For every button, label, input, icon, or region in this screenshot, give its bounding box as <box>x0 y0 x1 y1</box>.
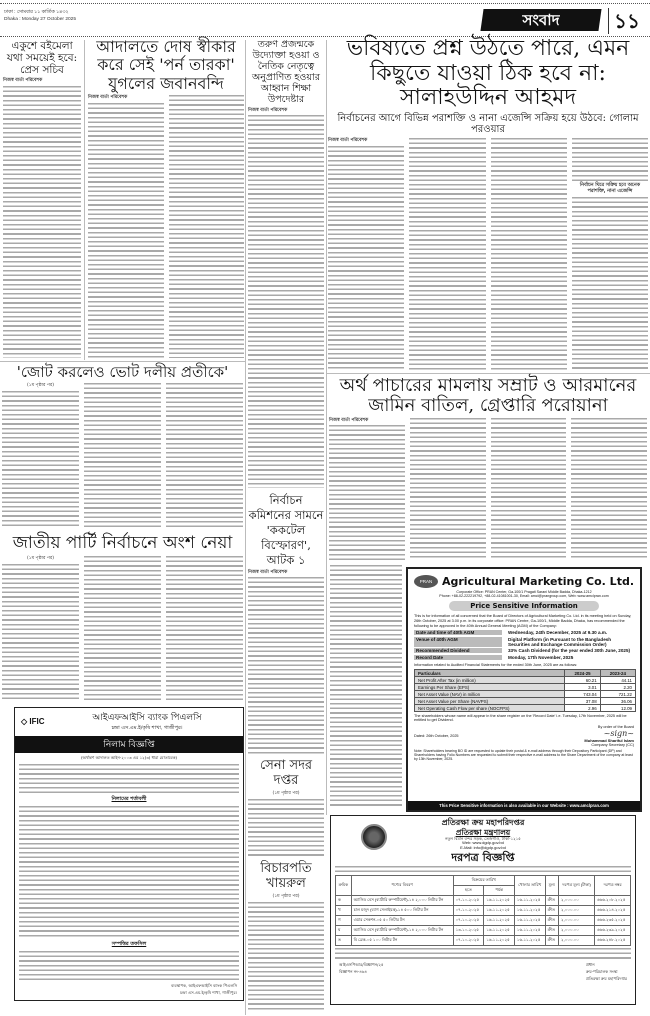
detail-label: Venue of 40th AGM <box>414 637 502 647</box>
table-row <box>415 677 636 684</box>
headline-army: সেনা সদর দপ্তর <box>259 757 313 788</box>
tender-cell: ৬৬৬.২৩৯.২০২৫ <box>595 926 631 936</box>
auction-title: নিলাম বিজ্ঞপ্তি <box>15 736 243 753</box>
detail-value: 33% Cash Dividend (for the year ended 30th June, 2025) <box>508 648 631 654</box>
tender-cell: ১৬-১১-২০২৫ <box>484 906 515 916</box>
tender-cell: ২,০০০.০০ <box>559 896 595 906</box>
footer-right-3: প্রতিরক্ষা ক্রয় মহাপরিদপ্তর <box>585 976 627 982</box>
agm-detail-row <box>414 655 634 660</box>
tender-cell: গ <box>336 916 352 926</box>
designation: Company Secretary (CC) <box>591 743 634 748</box>
table-cell: 743.04 <box>565 691 600 698</box>
article-body-lead-3 <box>491 138 567 370</box>
tender-cell: ১৬-১১-২০২৫ <box>484 936 515 946</box>
signature-line-2: চন্দ্রা এস.এম.ই/কৃষি শাখা, গাজীপুর। <box>180 989 237 995</box>
article-body-jp-1 <box>2 564 79 702</box>
tender-cell: ক্রীত <box>545 896 558 906</box>
article-body-jp-2 <box>84 556 161 702</box>
tender-title: দরপত্র বিজ্ঞপ্তি <box>451 850 515 864</box>
tender-cell: ২,০০০.০০ <box>559 906 595 916</box>
article-body-money-4 <box>571 418 647 560</box>
tender-cell: চাল মজুদ (ব্যাগ সেলাইযন্ত্র)-১৪ ৫০০ লিটার টন <box>351 906 453 916</box>
detail-label: Date and time of 40th AGM <box>414 630 502 635</box>
section-rule <box>326 373 650 374</box>
ad-tender-dgdp <box>330 815 636 1005</box>
table-row <box>415 705 636 712</box>
headline-court: আদালতে দোষ স্বীকার করে সেই 'পর্ন তারকা' যুগলের জবানবন্দি <box>96 37 236 93</box>
tender-cell: ১৬-১১-২০২৫ <box>514 936 545 946</box>
byline: নিজস্ব বার্তা পরিবেশক <box>88 95 128 101</box>
website: Web: www.dgdp.gov.bd <box>462 840 504 846</box>
table-cell: Net Profit After Tax (in million) <box>415 677 565 684</box>
tender-cell: ১৬-১১-২০২৫ <box>514 906 545 916</box>
article-court <box>88 38 244 358</box>
tender-cell: ঘ <box>336 926 352 936</box>
article-lead <box>328 37 648 370</box>
continued-label: (১ম পৃষ্ঠার পর) <box>26 555 55 561</box>
tender-row <box>336 936 631 946</box>
byline: নিজস্ব বার্তা পরিবেশক <box>329 417 369 423</box>
financial-table <box>414 669 636 712</box>
tender-cell: ০৭-১০-২০২৫ <box>453 936 484 946</box>
continued-label: (১ম পৃষ্ঠার পর) <box>26 383 55 389</box>
subheadline-lead: নির্বাচনের আগে বিভিন্ন পরাশক্তি ও নানা এজেন্সি সক্রিয় হয়ে উঠবে: গোলাম পরওয়ার <box>337 112 639 136</box>
table-cell: 37.08 <box>565 698 600 705</box>
article-body-money-1 <box>329 425 405 560</box>
tender-cell: ৬৬৬.২০৮.২০২৫ <box>595 896 631 906</box>
footer-left-2: বিজ্ঞাপন নং-৪৬৪ <box>339 969 367 975</box>
tender-intro <box>335 866 631 873</box>
table-cell: 721.22 <box>600 691 635 698</box>
tender-cell: ঙ <box>336 936 352 946</box>
signature-icon: ~sign~ <box>603 729 634 739</box>
column-divider <box>245 40 246 1015</box>
tender-cell: ১৬-১১-২০২৫ <box>514 926 545 936</box>
schedule-title: সম্পত্তির তফসিল <box>111 940 147 947</box>
tender-cell: ক্রীত <box>545 916 558 926</box>
byline: নিজস্ব বার্তা পরিবেশক <box>328 137 368 143</box>
inner-heading: নির্বাচন ঘিরে সক্রিয় হবে অনেক পরাশক্তি, নানা এজেন্সি <box>579 183 640 195</box>
tender-row <box>336 906 631 916</box>
contact-line: Phone: +88-02-222219792, +88-02-41081001-30, Email: amcl@prangroup.com, Web: www.amclpran.com <box>439 594 609 598</box>
detail-value: Digital Platform (in Pursuant to the Bangladesh Securities and Exchange Commission Order) <box>508 636 612 647</box>
article-body-book-fair <box>3 86 81 358</box>
section-rule <box>0 361 245 362</box>
bank-name: আইএফআইসি ব্যাংক পিএলসি <box>92 712 202 723</box>
tender-cell: খ <box>336 906 352 916</box>
table-row <box>415 684 636 691</box>
tender-cell: ৬৬৬.২১৪.২০২৫ <box>595 906 631 916</box>
agm-details <box>408 629 640 662</box>
dgdp-emblem-icon <box>361 824 387 850</box>
headline-book-fair: একুশে বইমেলা যথা সময়েই হবে: প্রেস সচিব <box>6 40 78 77</box>
tender-cell: ক্রীত <box>545 926 558 936</box>
article-body-lead-4b <box>572 197 648 370</box>
note: Note: Shareholders bearing BO ID are requested to update their postal & e-mail address through their Depository Participant (DP) and Shareholders having Folio Numbers are requested to submit their respective e-mail address to the Share Department of the company at least by 13th November, 2025. <box>414 749 633 762</box>
ad-footer: This Price Sensitive information is also available in our Website : www.amclpran.com <box>408 801 640 810</box>
article-body-money-3 <box>491 418 567 560</box>
article-body-lead-4a <box>572 138 648 181</box>
article-body-alliance-1 <box>2 391 79 529</box>
agm-detail-row <box>414 630 634 635</box>
article-body-money-2 <box>410 418 486 560</box>
headline-cocktail: নির্বাচন কমিশনের সামনে 'ককটেল বিস্ফোরণ', আটক ১ <box>248 492 324 567</box>
tender-cell: অ্যাসিড বেস (ব্যাটারি কম্পার্টমেন্ট)-১৪ ২,০০০ লিটার টন <box>351 926 453 936</box>
tender-cell: ১৬-১১-২০২৫ <box>484 916 515 926</box>
tender-cell: ১৬-১১-২০২৫ <box>484 896 515 906</box>
column-divider <box>84 40 85 360</box>
table-cell: 2.20 <box>600 684 635 691</box>
detail-value: Wednesday, 24th December, 2025 at 9.30 a.m. <box>508 630 608 636</box>
table-cell: 2.96 <box>565 705 600 712</box>
headline-lead: ভবিষ্যতে প্রশ্ন উঠতে পারে, এমন কিছুতে যাওয়া ঠিক হবে না: সালাহউদ্দিন আহমদ <box>346 36 630 111</box>
table-cell: Earnings Per Share (EPS) <box>415 684 565 691</box>
continued-label: (১ম পৃষ্ঠার পর) <box>272 790 300 796</box>
th-serial: ক্রমিক <box>336 876 352 896</box>
th-sale-date: বিক্রয়ের তারিখ <box>453 876 514 886</box>
table-row <box>415 698 636 705</box>
tender-cell: ক্রীত <box>545 936 558 946</box>
auction-body <box>19 764 239 794</box>
sign-area <box>414 725 634 747</box>
table-intro: Information related to Audited Financial Statements for the ended 30th June, 2025 are as follows: <box>414 663 578 668</box>
tender-row <box>336 916 631 926</box>
tender-cell: ২,০০০.০০ <box>559 936 595 946</box>
date-bengali: ঢাকা : সোমবার ১১ কার্তিক ১৪৩২ <box>4 10 69 15</box>
detail-label: Recommended Dividend <box>414 648 502 653</box>
headline-alliance: 'জোট করলেও ভোট দলীয় প্রতীকে' <box>16 363 229 381</box>
company-name: Agricultural Marketing Co. Ltd. <box>441 575 635 588</box>
ministry-name: প্রতিরক্ষা মন্ত্রণালয় <box>455 827 511 837</box>
agm-detail-row <box>414 648 634 653</box>
masthead-date <box>4 10 76 23</box>
table-header: Particulars <box>415 670 565 677</box>
th-to: পর্যন্ত <box>484 886 515 896</box>
byline: নিজস্ব বার্তা পরিবেশক <box>3 78 43 84</box>
email: E-Mail: info@dgdp.gov.bd <box>460 845 506 851</box>
tender-cell: ৬৬৬.২৩৫.২০২৫ <box>595 916 631 926</box>
page-number: ১১ <box>614 9 640 33</box>
headline-education: তরুণ প্রজন্মকে উদ্যোক্তা হওয়া ও নৈতিক নেতৃত্বে অনুপ্রাণিত হওয়ার আহ্বান শিক্ষা উপদেষ্টার <box>252 39 320 105</box>
date-english: Dhaka : Monday 27 October 2025 <box>4 16 76 22</box>
table-header: 2024-25 <box>565 670 600 677</box>
tender-cell: ১৬-১১-২০২৫ <box>484 926 515 936</box>
ad-ific-auction <box>14 707 244 1001</box>
tender-cell: অ্যাসিড বেস (ব্যাটারি কম্পার্টমেন্ট)-১৪ ২,০০০ লিটার টন <box>351 896 453 906</box>
law-reference: (অর্থঋণ আদালত আইন-২০০৩ এর ১২(৩) ধারা মোতাবেক) <box>80 755 178 760</box>
conditions-title: নিলামের শর্তাবলী <box>111 796 147 803</box>
intro-paragraph: This is for information of all concerned that the Board of Directors of Agricultural Marketing Co. Ltd. in its meeting held on Sunday, 26th October, 2025 at 3.00 p.m. in its corporate office: PRAN Centre, Ga-100/1, Middle Badda, Dhaka, has recommended the following to be approved in the 40th Annual General Meeting (AGM) of the Company: <box>414 614 632 628</box>
table-cell: 3.01 <box>565 684 600 691</box>
tender-cell: এয়ার সেকশন-০৫ ৫০ লিটার টন <box>351 916 453 926</box>
th-price: মূল্য <box>545 876 558 896</box>
corporate-office: Corporate Office: PRAN Center, Ga-100/1 Pragati Sarani Middle Badda, Dhaka-1212 <box>456 590 592 594</box>
footer-left-1: আইএসপিআর/বিজ্ঞাপন/২৫ <box>339 962 384 968</box>
tender-cell: বি ব্রেক-০৫ ১০০ লিটার টন <box>351 936 453 946</box>
record-note: The shareholders whose name will appear in the share register on the 'Record Date' i.e. Tuesday, 17th November, 2025 will be entitled to get Dividend. <box>414 714 627 723</box>
article-body-cocktail <box>248 577 324 753</box>
article-body-justice <box>248 902 324 1010</box>
article-body-army <box>248 799 324 858</box>
newspaper-logo <box>480 9 601 31</box>
article-body-lead-1 <box>328 146 404 370</box>
tender-cell: ১৬-১১-২০২৫ <box>514 916 545 926</box>
footer-right-2: ক্রয়-পরিচালক সংস্থা <box>585 969 618 975</box>
tender-cell: ১৩-১০-২০২৫ <box>453 926 484 936</box>
detail-label: Record Date <box>414 655 502 660</box>
article-book-fair <box>3 40 81 358</box>
column-4-stack <box>248 40 324 1010</box>
tender-cell: ২,০০০.০০ <box>559 916 595 926</box>
divider <box>608 8 609 34</box>
table-cell: 60.21 <box>565 677 600 684</box>
article-body-alliance-2 <box>84 383 161 529</box>
branch-name: চন্দ্রা এস.এম.ই/কৃষি শাখা, গাজীপুর। <box>111 724 183 731</box>
tender-cell: ক <box>336 896 352 906</box>
byline: নিজস্ব বার্তা পরিবেশক <box>248 569 288 575</box>
dated: Dated: 26th October, 2025 <box>414 734 459 739</box>
article-body-jp-3 <box>166 556 243 702</box>
table-header: 2023-24 <box>600 670 635 677</box>
article-body-lead-2 <box>409 138 485 370</box>
tender-table <box>335 875 631 946</box>
ad-agricultural-marketing <box>406 567 642 812</box>
th-tender-price: দরপত্র মূল্য (টাকা) <box>559 876 595 896</box>
price-sensitive-title: Price Sensitive Information <box>449 601 599 611</box>
byline: নিজস্ব বার্তা পরিবেশক <box>248 107 288 113</box>
org-name: প্রতিরক্ষা ক্রয় মহাপরিদপ্তর <box>441 817 525 827</box>
article-money-laundering <box>329 376 647 560</box>
column-divider <box>326 40 327 815</box>
headline-jatiya-party: জাতীয় পার্টি নির্বাচনে অংশ নেয়া <box>12 533 233 554</box>
tender-cell: ১৬-১১-২০২৫ <box>514 896 545 906</box>
th-item: পণ্যের বিবরণ <box>351 876 453 896</box>
tender-notes <box>335 948 631 960</box>
table-cell: Net Operating Cash Flow per share (NOCFPS) <box>415 705 565 712</box>
conditions-body <box>19 806 239 938</box>
tender-cell: ০৭-১০-২০২৫ <box>453 896 484 906</box>
article-body-alliance-3 <box>166 383 243 529</box>
tender-cell: ক্রীত <box>545 906 558 916</box>
ific-logo-text: IFIC <box>29 716 45 726</box>
th-from: হতে <box>453 886 484 896</box>
th-open-date: খোলার তারিখ <box>514 876 545 896</box>
table-cell: 36.06 <box>600 698 635 705</box>
tender-cell: ০৭-১০-২০২৫ <box>453 916 484 926</box>
table-cell: 44.11 <box>600 677 635 684</box>
article-body-education <box>248 115 324 488</box>
article-body-court-2 <box>169 95 245 358</box>
detail-value: Monday, 17th November, 2025 <box>508 654 574 660</box>
continued-label: (১ম পৃষ্ঠার পর) <box>272 894 300 900</box>
address: নতুন বিমান বন্দর সড়ক, তেজগাঁও, ঢাকা-১২১৫ <box>445 835 521 841</box>
tender-cell: ৬৬৬.২৪৮.২০২৫ <box>595 936 631 946</box>
tender-row <box>336 926 631 936</box>
headline-money-laundering: অর্থ পাচারের মামলায় সম্রাট ও আরমানের জামিন বাতিল, গ্রেপ্তারি পরোয়ানা <box>339 375 637 416</box>
table-cell: Net Asset Value (NAV) in million <box>415 691 565 698</box>
article-body-money-5 <box>330 565 402 807</box>
headline-justice: বিচারপতি খায়রুল <box>260 861 312 892</box>
tender-row <box>336 896 631 906</box>
signatory: Muhammad Shariful Islam <box>584 738 634 744</box>
th-tender-no: দরপত্র নম্বর <box>595 876 631 896</box>
table-row <box>415 691 636 698</box>
signature-line-1: ব্যবস্থাপক, আইএফআইসি ব্যাংক পিএলসি <box>170 982 237 988</box>
article-body-court-1 <box>88 103 164 358</box>
schedule-body <box>19 951 239 981</box>
top-rule <box>0 3 650 4</box>
left-middle-stack <box>2 364 243 702</box>
table-cell: 12.09 <box>600 705 635 712</box>
by-order: By order of the Board <box>597 725 634 730</box>
agm-detail-row <box>414 637 634 647</box>
ific-logo: ◇ IFIC <box>21 716 45 726</box>
table-cell: Net Asset Value per Share (NAVPS) <box>415 698 565 705</box>
footer-right-1: প্রধান <box>585 962 595 968</box>
tender-cell: ২,০০০.০০ <box>559 926 595 936</box>
pran-logo: PRAN <box>414 575 438 588</box>
tender-cell: ০৭-১০-২০২৫ <box>453 906 484 916</box>
logo-text: সংবাদ <box>522 11 560 29</box>
